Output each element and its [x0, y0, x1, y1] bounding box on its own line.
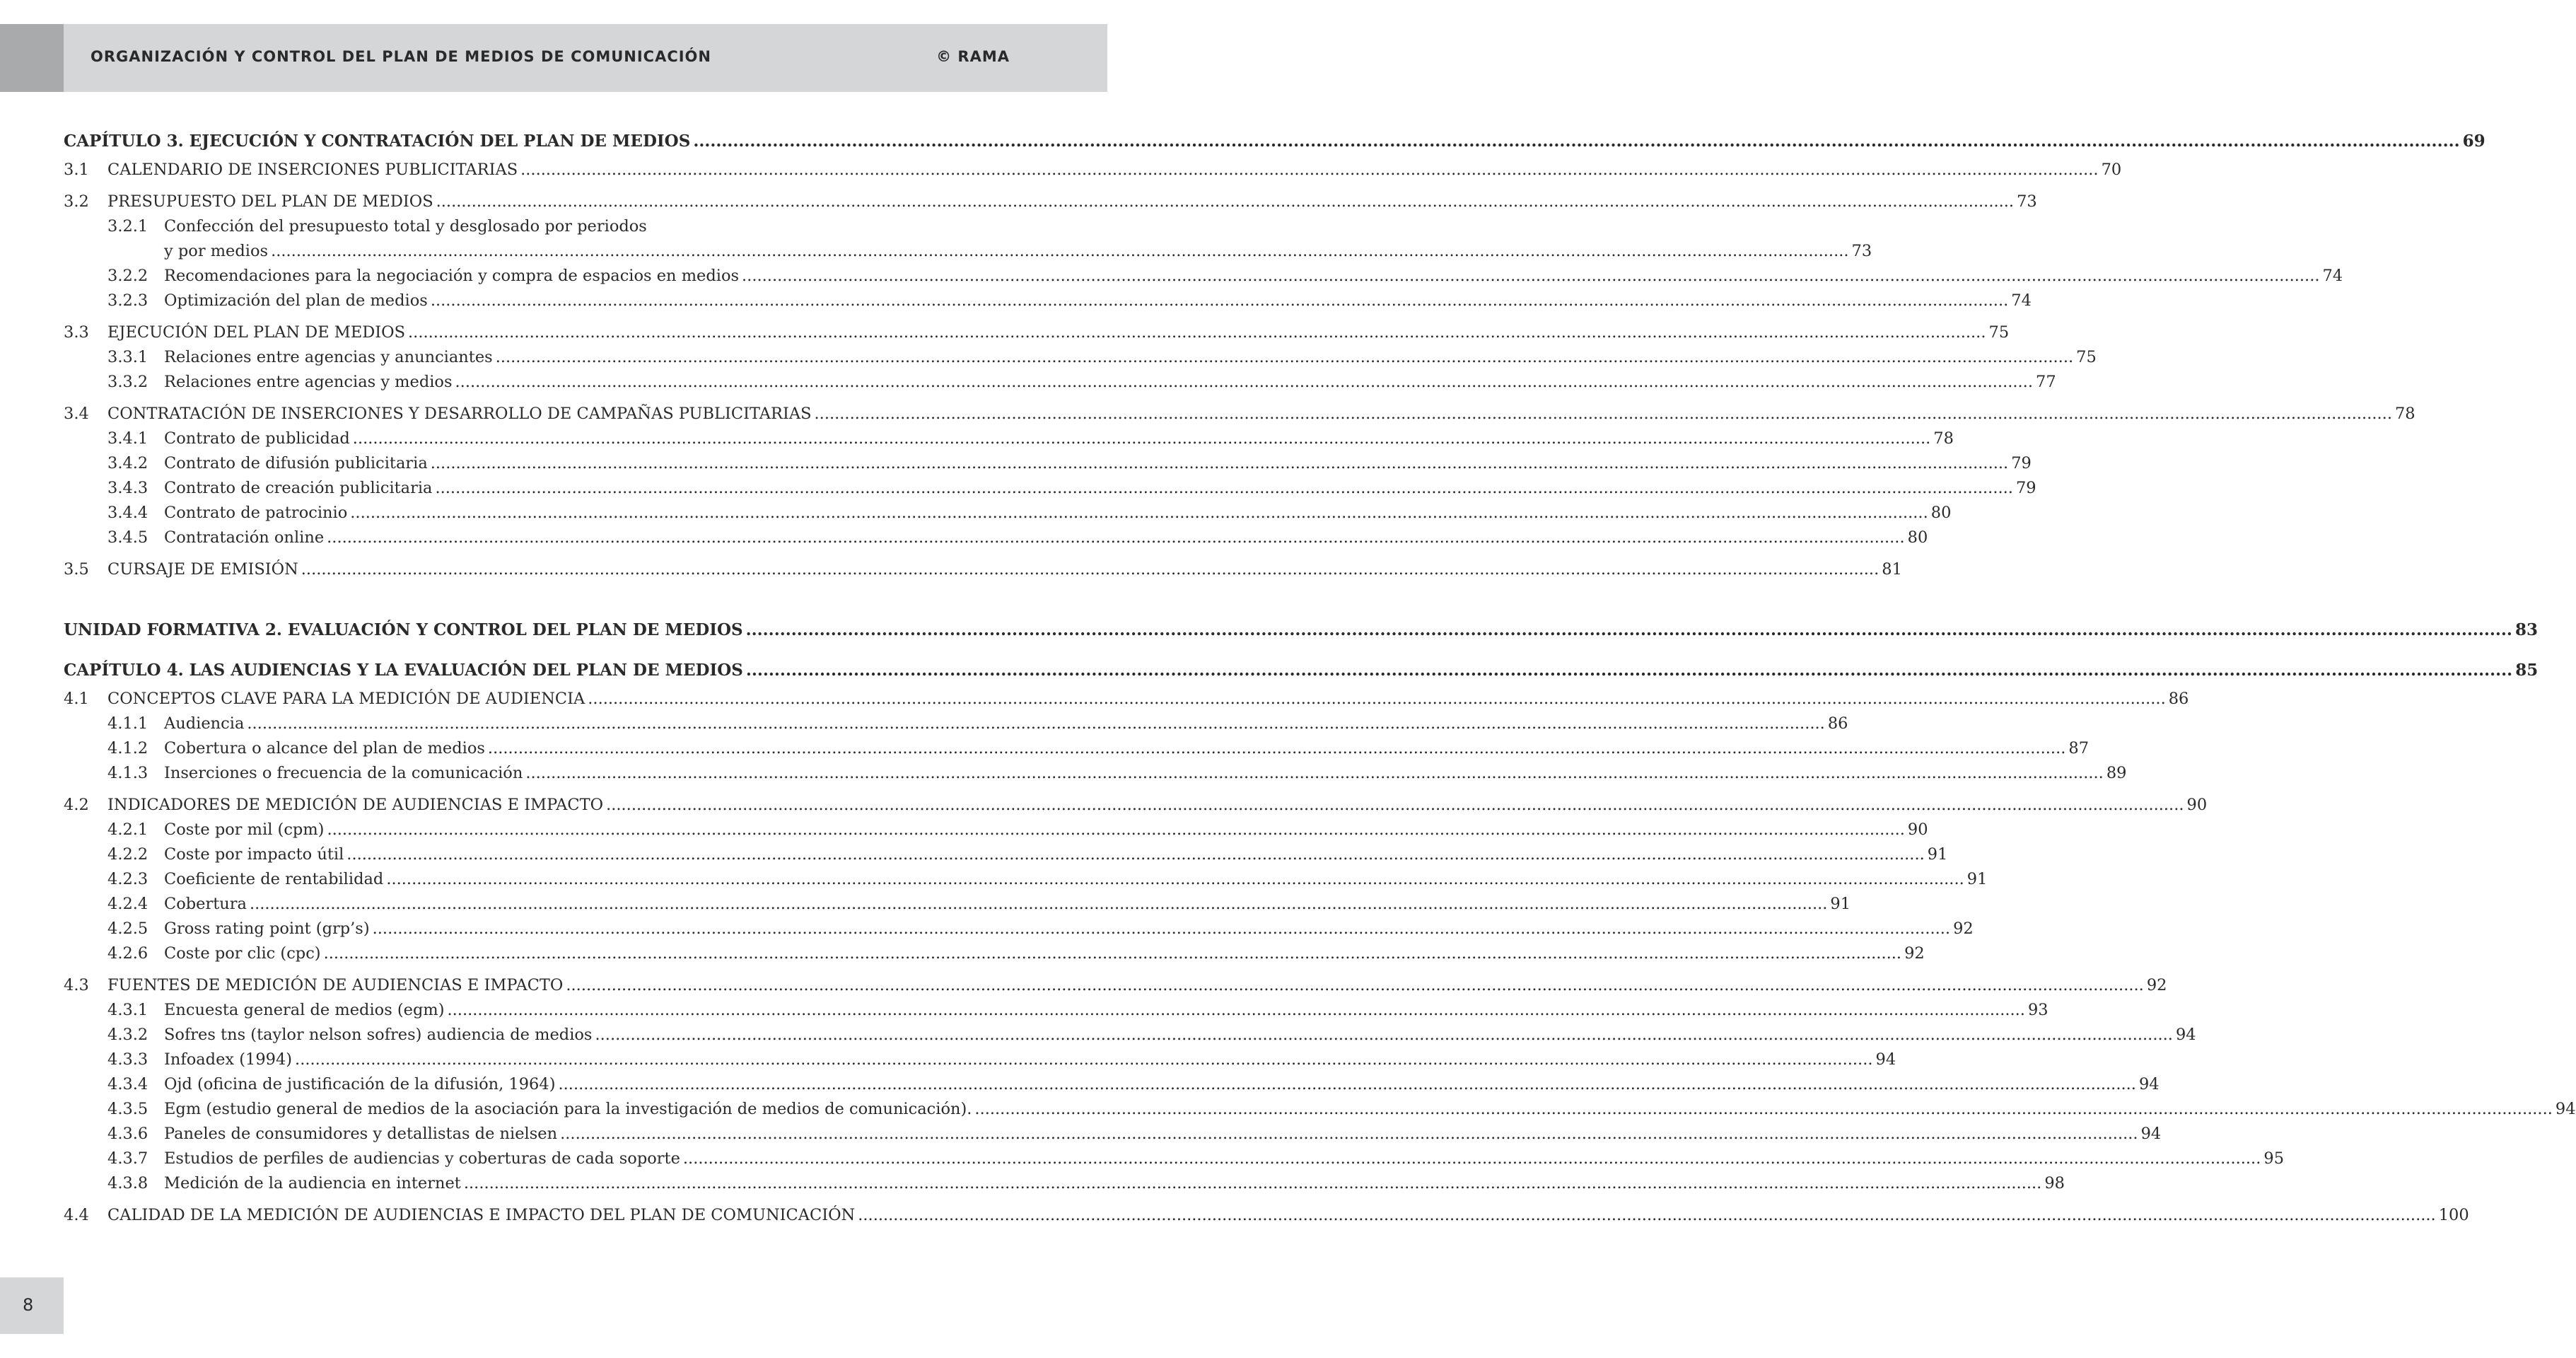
toc-entry-number: 4.2.2	[107, 845, 148, 864]
toc-dot-leader	[488, 736, 2065, 761]
toc-entry-title: Audiencia	[164, 714, 245, 733]
toc-entry-number: 3.2.2	[107, 267, 148, 285]
toc-dot-leader	[566, 973, 2143, 998]
toc-entry-number: 3.4.5	[107, 528, 148, 547]
toc-entry[interactable]	[64, 973, 2167, 998]
toc-entry-title: CAPÍTULO 4. LAS AUDIENCIAS Y LA EVALUACIÓN DEL PLAN DE MEDIOS	[64, 661, 743, 680]
toc-entry[interactable]	[64, 917, 1974, 941]
toc-entry-page: 95	[2263, 1149, 2285, 1168]
toc-entry[interactable]	[64, 239, 1872, 264]
toc-entry[interactable]	[64, 501, 1952, 526]
toc-entry-title: Inserciones o frecuencia de la comunicación	[164, 764, 523, 782]
toc-entry-page: 92	[1953, 919, 1974, 938]
toc-entry[interactable]	[64, 941, 1925, 966]
toc-entry[interactable]	[64, 818, 1928, 842]
toc-entry-page: 87	[2068, 739, 2090, 758]
toc-entry-page: 80	[1930, 504, 1952, 522]
toc-entry-number: 4.1.2	[107, 739, 148, 758]
toc-entry[interactable]	[64, 1171, 2065, 1196]
toc-dot-leader	[525, 761, 2103, 786]
toc-dot-leader	[350, 501, 1928, 526]
toc-entry[interactable]	[64, 736, 2090, 761]
toc-entry[interactable]	[64, 345, 2097, 370]
toc-entry-number: 4.2.1	[107, 820, 148, 839]
toc-entry-page: 79	[2015, 479, 2036, 497]
toc-dot-leader	[353, 426, 1930, 451]
toc-entry-page: 91	[1927, 845, 1948, 864]
toc-entry-page: 92	[1904, 944, 1925, 963]
toc-dot-leader	[408, 320, 1986, 345]
toc-entry[interactable]	[64, 761, 2127, 786]
toc-entry-page: 92	[2146, 976, 2167, 994]
toc-dot-leader	[448, 998, 2025, 1023]
toc-entry-number: 4.3.2	[107, 1026, 148, 1044]
toc-entry[interactable]	[64, 1023, 2196, 1047]
toc-entry[interactable]	[64, 1047, 1896, 1072]
toc-entry-number: 4.3.8	[107, 1174, 148, 1192]
toc-entry-number: 4.2.3	[107, 870, 148, 888]
toc-entry-title: Contrato de publicidad	[164, 429, 350, 448]
toc-dot-leader	[815, 402, 2392, 426]
toc-entry-title: Contrato de patrocinio	[164, 504, 348, 522]
toc-entry-page: 94	[2175, 1026, 2196, 1044]
toc-entry-number: 3.2	[64, 192, 89, 211]
toc-entry[interactable]	[64, 842, 1948, 867]
toc-entry-number: 3.2.1	[107, 217, 148, 236]
toc-entry-title: Infoadex (1994)	[164, 1050, 293, 1069]
toc-entry[interactable]	[64, 526, 1928, 550]
toc-entry[interactable]	[64, 1122, 2162, 1147]
toc-dot-leader	[858, 1203, 2435, 1228]
toc-entry-page: 98	[2044, 1174, 2065, 1192]
toc-dot-leader	[558, 1072, 2135, 1097]
toc-entry-title: CALIDAD DE LA MEDICIÓN DE AUDIENCIAS E IMPACTO DEL PLAN DE COMUNICACIÓN	[107, 1206, 856, 1224]
toc-entry[interactable]	[64, 793, 2208, 818]
toc-entry-page: 94	[2555, 1100, 2576, 1118]
toc-entry-title: CURSAJE DE EMISIÓN	[107, 560, 298, 579]
toc-dot-leader	[247, 712, 1824, 736]
toc-entry-page: 94	[2140, 1125, 2162, 1143]
toc-entry-page: 69	[2462, 132, 2485, 151]
toc-entry-title: Sofres tns (taylor nelson sofres) audiencia de medios	[164, 1026, 593, 1044]
toc-dot-leader	[431, 289, 2008, 313]
toc-dot-leader	[520, 158, 2098, 182]
toc-entry-number: 4.2	[64, 796, 89, 814]
toc-entry[interactable]	[64, 867, 1988, 892]
toc-entry-number: 4.1	[64, 690, 89, 708]
toc-entry-number: 4.3.5	[107, 1100, 148, 1118]
toc-entry[interactable]	[64, 158, 2122, 182]
toc-entry-title: Estudios de perfiles de audiencias y coberturas de cada soporte	[164, 1149, 680, 1168]
toc-dot-leader	[606, 793, 2184, 818]
toc-entry[interactable]	[64, 892, 1851, 917]
toc-entry[interactable]	[64, 370, 2056, 395]
toc-entry-page: 93	[2027, 1001, 2048, 1019]
toc-entry-title: UNIDAD FORMATIVA 2. EVALUACIÓN Y CONTROL DEL PLAN DE MEDIOS	[64, 620, 743, 639]
toc-entry-title: FUENTES DE MEDICIÓN DE AUDIENCIAS E IMPACTO	[107, 976, 564, 994]
toc-dot-leader	[327, 818, 1904, 842]
toc-entry-number: 4.3	[64, 976, 89, 994]
toc-entry-page: 86	[2168, 690, 2189, 708]
toc-dot-leader	[588, 687, 2165, 712]
toc-entry-title: Contrato de creación publicitaria	[164, 479, 433, 497]
toc-entry-page: 80	[1907, 528, 1928, 547]
toc-entry[interactable]	[64, 320, 2010, 345]
toc-dot-leader	[683, 1147, 2261, 1171]
toc-dot-leader	[742, 264, 2319, 289]
toc-entry-page: 78	[2394, 405, 2415, 423]
toc-entry-page: 100	[2438, 1206, 2469, 1224]
toc-entry-title: Encuesta general de medios (egm)	[164, 1001, 445, 1019]
toc-entry-number: 3.3	[64, 323, 89, 342]
toc-entry[interactable]	[64, 1203, 2469, 1228]
toc-entry-page: 74	[2011, 291, 2032, 310]
toc-entry-title: CALENDARIO DE INSERCIONES PUBLICITARIAS	[107, 161, 518, 179]
toc-dot-leader	[327, 526, 1904, 550]
toc-entry-page: 77	[2036, 373, 2056, 391]
toc-entry-page: 90	[1907, 820, 1928, 839]
toc-entry-number: 4.2.5	[107, 919, 148, 938]
toc-entry-number: 4.3.6	[107, 1125, 148, 1143]
toc-entry[interactable]	[64, 1097, 2576, 1122]
toc-dot-leader	[346, 842, 1924, 867]
toc-entry-title: Coste por impacto útil	[164, 845, 344, 864]
toc-chapter[interactable]	[64, 129, 2485, 153]
toc-dot-leader	[560, 1122, 2138, 1147]
toc-entry-number: 3.4.4	[107, 504, 148, 522]
toc-dot-leader	[435, 476, 2012, 501]
toc-entry-title: Cobertura o alcance del plan de medios	[164, 739, 485, 758]
toc-unit[interactable]	[64, 617, 2538, 642]
toc-entry-title: Coeficiente de rentabilidad	[164, 870, 384, 888]
toc-entry-title: Cobertura	[164, 895, 247, 913]
toc-entry-number: 3.3.1	[107, 348, 148, 366]
toc-dot-leader	[746, 658, 2512, 683]
toc-entry-page: 75	[1988, 323, 2010, 342]
toc-entry-title: Recomendaciones para la negociación y compra de espacios en medios	[164, 267, 740, 285]
toc-entry[interactable]	[64, 687, 2189, 712]
toc-entry-page: 91	[1830, 895, 1851, 913]
toc-entry-page: 86	[1827, 714, 1848, 733]
toc-entry[interactable]	[64, 557, 1902, 582]
toc-entry-title: PRESUPUESTO DEL PLAN DE MEDIOS	[107, 192, 433, 211]
running-header-title: ORGANIZACIÓN Y CONTROL DEL PLAN DE MEDIOS DE COMUNICACIÓN	[91, 48, 711, 65]
toc-entry-title: Relaciones entre agencias y medios	[164, 373, 453, 391]
toc-entry[interactable]	[64, 712, 1848, 736]
toc-entry[interactable]	[64, 289, 2032, 313]
toc-entry[interactable]	[64, 1147, 2285, 1171]
toc-entry-number: 4.3.3	[107, 1050, 148, 1069]
toc-entry-page: 85	[2515, 661, 2539, 680]
running-header-copyright: © RAMA	[936, 48, 1010, 65]
toc-dot-leader	[431, 451, 2008, 476]
toc-dot-leader	[464, 1171, 2041, 1196]
toc-dot-leader	[250, 892, 1827, 917]
toc-entry-title: y por medios	[164, 242, 269, 260]
toc-entry-title: Gross rating point (grp’s)	[164, 919, 370, 938]
toc-entry-title: Egm (estudio general de medios de la asociación para la investigación de medios de comunicación).	[164, 1100, 972, 1118]
toc-dot-leader	[324, 941, 1901, 966]
toc-dot-leader	[693, 129, 2459, 153]
toc-dot-leader	[974, 1097, 2552, 1122]
toc-entry-number: 3.3.2	[107, 373, 148, 391]
toc-entry-number: 3.4.2	[107, 454, 148, 472]
toc-entry[interactable]	[64, 402, 2415, 426]
toc-dot-leader	[455, 370, 2033, 395]
toc-entry-number: 4.2.6	[107, 944, 148, 963]
toc-entry-page: 73	[2017, 192, 2037, 211]
toc-entry-page: 90	[2186, 796, 2208, 814]
toc-entry-number: 4.3.7	[107, 1149, 148, 1168]
toc-entry-title: Paneles de consumidores y detallistas de nielsen	[164, 1125, 558, 1143]
toc-entry-page: 79	[2011, 454, 2032, 472]
toc-entry-page: 94	[1875, 1050, 1896, 1069]
toc-chapter[interactable]	[64, 658, 2539, 683]
toc-entry[interactable]	[64, 998, 2048, 1023]
toc-entry-number: 3.1	[64, 161, 89, 179]
toc-dot-leader	[595, 1023, 2172, 1047]
toc-entry-number: 3.2.3	[107, 291, 148, 310]
toc-entry-page: 78	[1933, 429, 1954, 448]
toc-dot-leader	[373, 917, 1950, 941]
toc-entry-page: 70	[2101, 161, 2122, 179]
toc-entry-number: 3.4.1	[107, 429, 148, 448]
toc-entry-page: 91	[1966, 870, 1988, 888]
toc-entry-page: 83	[2514, 620, 2538, 639]
toc-entry-number: 3.5	[64, 560, 89, 579]
toc-entry-title: EJECUCIÓN DEL PLAN DE MEDIOS	[107, 323, 406, 342]
toc-dot-leader	[496, 345, 2073, 370]
toc-dot-leader	[271, 239, 1848, 264]
toc-entry-title: INDICADORES DE MEDICIÓN DE AUDIENCIAS E IMPACTO	[107, 796, 604, 814]
toc-entry[interactable]	[64, 1072, 2160, 1097]
toc-entry-number: 4.3.4	[107, 1075, 148, 1093]
toc-entry-title: Coste por clic (cpc)	[164, 944, 321, 963]
toc-entry-page: 75	[2076, 348, 2097, 366]
toc-entry-number: 4.4	[64, 1206, 89, 1224]
toc-entry-number: 4.3.1	[107, 1001, 148, 1019]
toc-entry-title: CONTRATACIÓN DE INSERCIONES Y DESARROLLO DE CAMPAÑAS PUBLICITARIAS	[107, 405, 812, 423]
header-accent-block	[0, 24, 64, 92]
toc-entry-number: 4.1.1	[107, 714, 148, 733]
toc-entry-number: 3.4.3	[107, 479, 148, 497]
toc-dot-leader	[436, 190, 2014, 214]
toc-entry-title: Medición de la audiencia en internet	[164, 1174, 461, 1192]
toc-entry-page: 74	[2322, 267, 2343, 285]
toc-entry-number: 4.1.3	[107, 764, 148, 782]
toc-entry[interactable]	[64, 190, 2037, 214]
toc-entry-title: Contrato de difusión publicitaria	[164, 454, 428, 472]
toc-entry-page: 81	[1882, 560, 1902, 579]
toc-entry-page: 94	[2138, 1075, 2160, 1093]
toc-entry[interactable]	[64, 451, 2032, 476]
page-number: 8	[23, 1295, 34, 1315]
table-of-contents	[64, 129, 2576, 1228]
toc-entry[interactable]	[64, 264, 2343, 289]
toc-entry[interactable]	[64, 476, 2036, 501]
toc-entry-number: 4.2.4	[107, 895, 148, 913]
toc-entry-page: 89	[2106, 764, 2127, 782]
toc-entry-title: Coste por mil (cpm)	[164, 820, 325, 839]
toc-entry-page: 73	[1851, 242, 1872, 260]
toc-entry-title: Confección del presupuesto total y desglosado por periodos	[164, 217, 647, 236]
toc-dot-leader	[301, 557, 1879, 582]
toc-entry-title: Optimización del plan de medios	[164, 291, 428, 310]
toc-dot-leader	[295, 1047, 1872, 1072]
toc-entry-number: 3.4	[64, 405, 89, 423]
toc-dot-leader	[746, 617, 2512, 642]
toc-entry-title: Contratación online	[164, 528, 325, 547]
toc-entry-title: Relaciones entre agencias y anunciantes	[164, 348, 493, 366]
toc-entry-line	[64, 214, 1010, 239]
toc-entry-title: CONCEPTOS CLAVE PARA LA MEDICIÓN DE AUDIENCIA	[107, 690, 585, 708]
toc-entry[interactable]	[64, 426, 1954, 451]
toc-entry-title: Ojd (oficina de justificación de la difusión, 1964)	[164, 1075, 556, 1093]
toc-entry-title: CAPÍTULO 3. EJECUCIÓN Y CONTRATACIÓN DEL PLAN DE MEDIOS	[64, 132, 691, 151]
toc-dot-leader	[386, 867, 1964, 892]
